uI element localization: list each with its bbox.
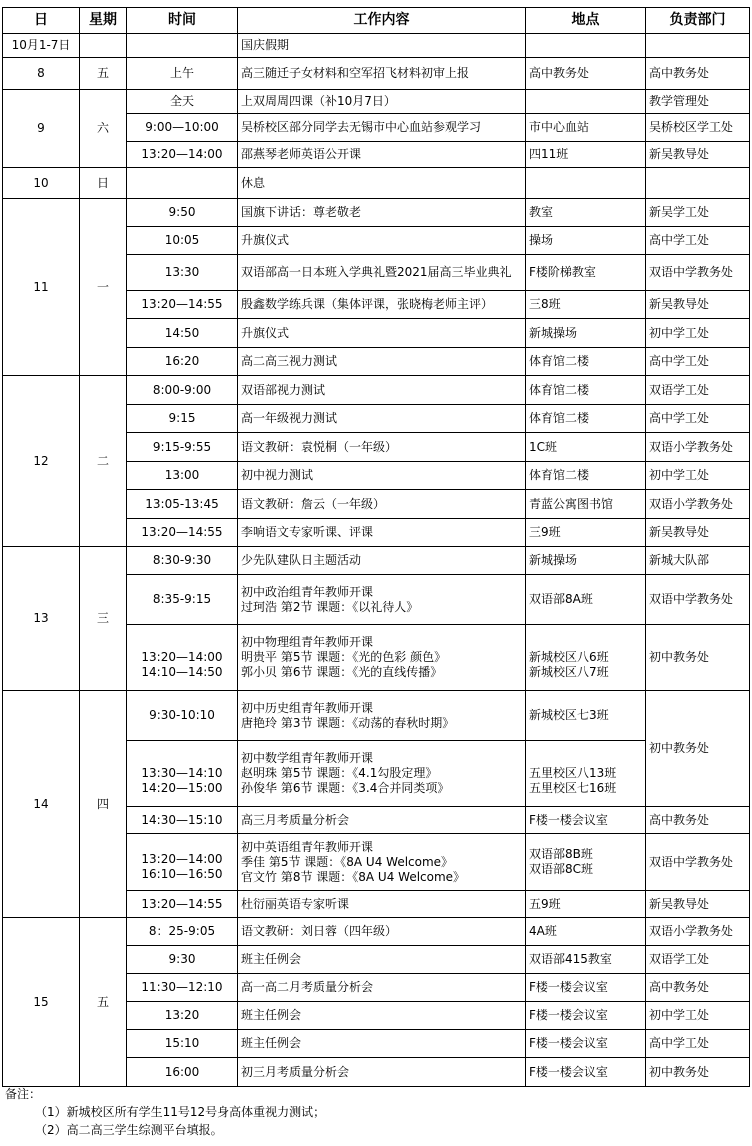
- place-cell: [526, 741, 646, 807]
- content-cell: 语文教研：詹云（一年级）: [238, 490, 526, 519]
- content-cell: 双语部高一日本班入学典礼暨2021届高三毕业典礼: [238, 255, 526, 291]
- time-cell: 13:20—14:00: [127, 142, 238, 168]
- content-cell: 班主任例会: [238, 1030, 526, 1058]
- dept-cell: 双语小学教务处: [646, 918, 750, 946]
- weekday-cell: 二: [80, 376, 127, 547]
- weekday-cell: 三: [80, 547, 127, 691]
- content-cell: 班主任例会: [238, 1002, 526, 1030]
- header-day: 日: [3, 8, 80, 34]
- time-cell: 16:20: [127, 348, 238, 376]
- time-cell: 9:50: [127, 199, 238, 227]
- content-cell: 语文教研：袁悦桐（一年级）: [238, 433, 526, 462]
- content-cell: [238, 834, 526, 891]
- dept-cell: 初中学工处: [646, 319, 750, 348]
- content-line: 唐艳玲 第3节 课题：《动荡的春秋时期》: [241, 715, 455, 730]
- time-cell: 9:00—10:00: [127, 114, 238, 142]
- weekday-cell: 四: [80, 691, 127, 918]
- weekday-cell: 日: [80, 168, 127, 199]
- header-dept: 负责部门: [646, 8, 750, 34]
- content-line: 孙俊华 第6节 课题：《3.4合并同类项》: [241, 781, 450, 795]
- dept-cell: 吴桥校区学工处: [646, 114, 750, 142]
- place-cell: 双语部415教室: [526, 946, 646, 974]
- content-line: 季佳 第5节 课题：《8A U4 Welcome》: [241, 854, 454, 869]
- time-cell: 13:20—14:55: [127, 291, 238, 319]
- time-cell: 13:30: [127, 255, 238, 291]
- time-cell: 8:30-9:30: [127, 547, 238, 575]
- content-cell: [238, 575, 526, 625]
- header-content: 工作内容: [238, 8, 526, 34]
- dept-cell: 新吴教导处: [646, 891, 750, 918]
- time-cell: 9:30: [127, 946, 238, 974]
- content-cell: 升旗仪式: [238, 227, 526, 255]
- dept-cell: 初中教务处: [646, 1058, 750, 1087]
- place-cell: 高中教务处: [526, 58, 646, 90]
- time-line: 14:20—15:00: [141, 780, 223, 795]
- place-cell: 体育馆二楼: [526, 405, 646, 433]
- place-line: 五里校区七16班: [529, 780, 617, 795]
- place-cell: [526, 625, 646, 691]
- header-time: 时间: [127, 8, 238, 34]
- header-row: [3, 8, 750, 34]
- time-cell: 13:20—14:55: [127, 891, 238, 918]
- content-line: 郭小贝 第6节 课题：《光的直线传播》: [241, 665, 443, 679]
- place-cell: F楼阶梯教室: [526, 255, 646, 291]
- notes-section: [5, 1085, 325, 1139]
- place-cell: [526, 168, 646, 199]
- dept-cell: 初中学工处: [646, 462, 750, 490]
- day-cell: 11: [3, 199, 80, 376]
- dept-cell: 新城大队部: [646, 547, 750, 575]
- time-line: 13:20—14:00: [141, 852, 223, 866]
- place-cell: 体育馆二楼: [526, 348, 646, 376]
- dept-cell: 双语中学教务处: [646, 575, 750, 625]
- day-cell: 8: [3, 58, 80, 90]
- time-cell: [127, 625, 238, 691]
- time-cell: 9:30-10:10: [127, 691, 238, 741]
- dept-cell: [646, 168, 750, 199]
- time-cell: 13:00: [127, 462, 238, 490]
- time-cell: 13:20: [127, 1002, 238, 1030]
- content-cell: 高三月考质量分析会: [238, 807, 526, 834]
- content-cell: 殷鑫数学练兵课（集体评课，张晓梅老师主评）: [238, 291, 526, 319]
- content-line: 初中物理组青年教师开课: [241, 635, 374, 649]
- table-row: [3, 691, 750, 741]
- place-cell: 三9班: [526, 519, 646, 547]
- content-cell: 班主任例会: [238, 946, 526, 974]
- time-cell: [127, 834, 238, 891]
- day-cell: 14: [3, 691, 80, 918]
- content-cell: 杜衍丽英语专家听课: [238, 891, 526, 918]
- dept-cell: [646, 34, 750, 58]
- content-line: 官文竹 第8节 课题：《8A U4 Welcome》: [241, 869, 466, 884]
- time-cell: [127, 741, 238, 807]
- place-cell: [526, 834, 646, 891]
- content-cell: 初三月考质量分析会: [238, 1058, 526, 1087]
- dept-cell: 初中教务处: [646, 691, 750, 807]
- time-cell: [127, 34, 238, 58]
- content-line: 初中政治组青年教师开课: [241, 584, 374, 599]
- place-cell: 新城操场: [526, 547, 646, 575]
- time-cell: 15:10: [127, 1030, 238, 1058]
- notes-title: 备注：: [5, 1087, 42, 1101]
- dept-cell: 双语小学教务处: [646, 490, 750, 519]
- place-cell: 四11班: [526, 142, 646, 168]
- place-cell: 操场: [526, 227, 646, 255]
- time-line: 16:10—16:50: [141, 867, 223, 881]
- content-cell: [238, 625, 526, 691]
- content-cell: 升旗仪式: [238, 319, 526, 348]
- time-cell: 13:05-13:45: [127, 490, 238, 519]
- table-row: [3, 168, 750, 199]
- weekday-cell: 五: [80, 918, 127, 1087]
- time-line: 13:30—14:10: [141, 765, 223, 780]
- place-cell: 体育馆二楼: [526, 462, 646, 490]
- dept-cell: 高中教务处: [646, 974, 750, 1002]
- time-cell: 9:15-9:55: [127, 433, 238, 462]
- table-row: [3, 376, 750, 405]
- place-cell: 三8班: [526, 291, 646, 319]
- content-cell: 国庆假期: [238, 34, 526, 58]
- time-cell: 14:50: [127, 319, 238, 348]
- content-cell: 高三随迁子女材料和空军招飞材料初审上报: [238, 58, 526, 90]
- place-cell: 1C班: [526, 433, 646, 462]
- dept-cell: 高中教务处: [646, 807, 750, 834]
- content-cell: 少先队建队日主题活动: [238, 547, 526, 575]
- dept-cell: 双语小学教务处: [646, 433, 750, 462]
- content-cell: 高二高三视力测试: [238, 348, 526, 376]
- content-cell: 邵燕琴老师英语公开课: [238, 142, 526, 168]
- note-item: （1）新城校区所有学生11号12号身高体重视力测试；: [35, 1105, 326, 1119]
- header-weekday: 星期: [80, 8, 127, 34]
- content-cell: 休息: [238, 168, 526, 199]
- dept-cell: 高中学工处: [646, 227, 750, 255]
- content-cell: [238, 741, 526, 807]
- place-cell: 教室: [526, 199, 646, 227]
- dept-cell: 新吴教导处: [646, 142, 750, 168]
- dept-cell: 双语学工处: [646, 376, 750, 405]
- time-line: 13:20—14:00: [141, 649, 223, 664]
- content-cell: 李响语文专家听课、评课: [238, 519, 526, 547]
- time-cell: 16:00: [127, 1058, 238, 1087]
- day-cell: 9: [3, 90, 80, 168]
- content-cell: 高一年级视力测试: [238, 405, 526, 433]
- dept-cell: 初中教务处: [646, 625, 750, 691]
- dept-cell: 教学管理处: [646, 90, 750, 114]
- content-cell: 国旗下讲话：尊老敬老: [238, 199, 526, 227]
- day-cell: 12: [3, 376, 80, 547]
- place-cell: 新城校区七3班: [526, 691, 646, 741]
- time-cell: 8:00-9:00: [127, 376, 238, 405]
- time-cell: 11:30—12:10: [127, 974, 238, 1002]
- time-cell: 10:05: [127, 227, 238, 255]
- dept-cell: 新吴教导处: [646, 519, 750, 547]
- dept-cell: 高中学工处: [646, 1030, 750, 1058]
- content-line: 初中历史组青年教师开课: [241, 700, 374, 715]
- place-cell: [526, 90, 646, 114]
- time-cell: 9:15: [127, 405, 238, 433]
- dept-cell: 双语中学教务处: [646, 834, 750, 891]
- schedule-table: [2, 7, 750, 1087]
- table-row: [3, 90, 750, 114]
- place-cell: F楼一楼会议室: [526, 1002, 646, 1030]
- table-row: [3, 58, 750, 90]
- day-cell: 13: [3, 547, 80, 691]
- place-cell: F楼一楼会议室: [526, 974, 646, 1002]
- day-cell: 10: [3, 168, 80, 199]
- table-row: [3, 34, 750, 58]
- weekday-cell: [80, 34, 127, 58]
- place-cell: 体育馆二楼: [526, 376, 646, 405]
- content-line: 明贵平 第5节 课题：《光的色彩 颜色》: [241, 650, 447, 664]
- place-line: 双语部8C班: [529, 862, 594, 876]
- place-line: 双语部8B班: [529, 847, 593, 861]
- dept-cell: 高中学工处: [646, 348, 750, 376]
- table-row: [3, 918, 750, 946]
- weekday-cell: 一: [80, 199, 127, 376]
- dept-cell: 高中教务处: [646, 58, 750, 90]
- place-cell: F楼一楼会议室: [526, 1058, 646, 1087]
- dept-cell: 双语中学教务处: [646, 255, 750, 291]
- place-cell: F楼一楼会议室: [526, 807, 646, 834]
- note-item: （2）高二高三学生综测平台填报。: [35, 1123, 223, 1137]
- content-cell: [238, 691, 526, 741]
- time-cell: 8：25-9:05: [127, 918, 238, 946]
- time-cell: 13:20—14:55: [127, 519, 238, 547]
- content-cell: 双语部视力测试: [238, 376, 526, 405]
- place-cell: 五9班: [526, 891, 646, 918]
- place-cell: 青蓝公寓图书馆: [526, 490, 646, 519]
- place-cell: 双语部8A班: [526, 575, 646, 625]
- time-line: 14:10—14:50: [141, 664, 223, 679]
- time-cell: 上午: [127, 58, 238, 90]
- content-cell: 语文教研：刘日蓉（四年级）: [238, 918, 526, 946]
- place-cell: 市中心血站: [526, 114, 646, 142]
- time-cell: [127, 168, 238, 199]
- content-line: 初中数学组青年教师开课: [241, 751, 374, 765]
- place-cell: F楼一楼会议室: [526, 1030, 646, 1058]
- dept-cell: 新吴教导处: [646, 291, 750, 319]
- place-cell: [526, 34, 646, 58]
- content-line: 过珂浩 第2节 课题：《以礼待人》: [241, 599, 419, 614]
- weekday-cell: 五: [80, 58, 127, 90]
- table-row: [3, 547, 750, 575]
- place-cell: 4A班: [526, 918, 646, 946]
- dept-cell: 双语学工处: [646, 946, 750, 974]
- place-cell: 新城操场: [526, 319, 646, 348]
- dept-cell: 高中学工处: [646, 405, 750, 433]
- content-line: 初中英语组青年教师开课: [241, 839, 374, 854]
- day-cell: 15: [3, 918, 80, 1087]
- time-cell: 全天: [127, 90, 238, 114]
- dept-cell: 新吴学工处: [646, 199, 750, 227]
- day-cell: 10月1-7日: [3, 34, 80, 58]
- time-cell: 8:35-9:15: [127, 575, 238, 625]
- content-cell: 高一高二月考质量分析会: [238, 974, 526, 1002]
- content-cell: 吴桥校区部分同学去无锡市中心血站参观学习: [238, 114, 526, 142]
- header-place: 地点: [526, 8, 646, 34]
- place-line: 新城校区八6班: [529, 649, 609, 664]
- dept-cell: 初中学工处: [646, 1002, 750, 1030]
- content-cell: 初中视力测试: [238, 462, 526, 490]
- content-line: 赵明珠 第5节 课题：《4.1勾股定理》: [241, 766, 438, 780]
- place-line: 新城校区八7班: [529, 664, 609, 679]
- weekday-cell: 六: [80, 90, 127, 168]
- content-cell: 上双周周四课（补10月7日）: [238, 90, 526, 114]
- place-line: 五里校区八13班: [529, 765, 617, 780]
- table-row: [3, 199, 750, 227]
- time-cell: 14:30—15:10: [127, 807, 238, 834]
